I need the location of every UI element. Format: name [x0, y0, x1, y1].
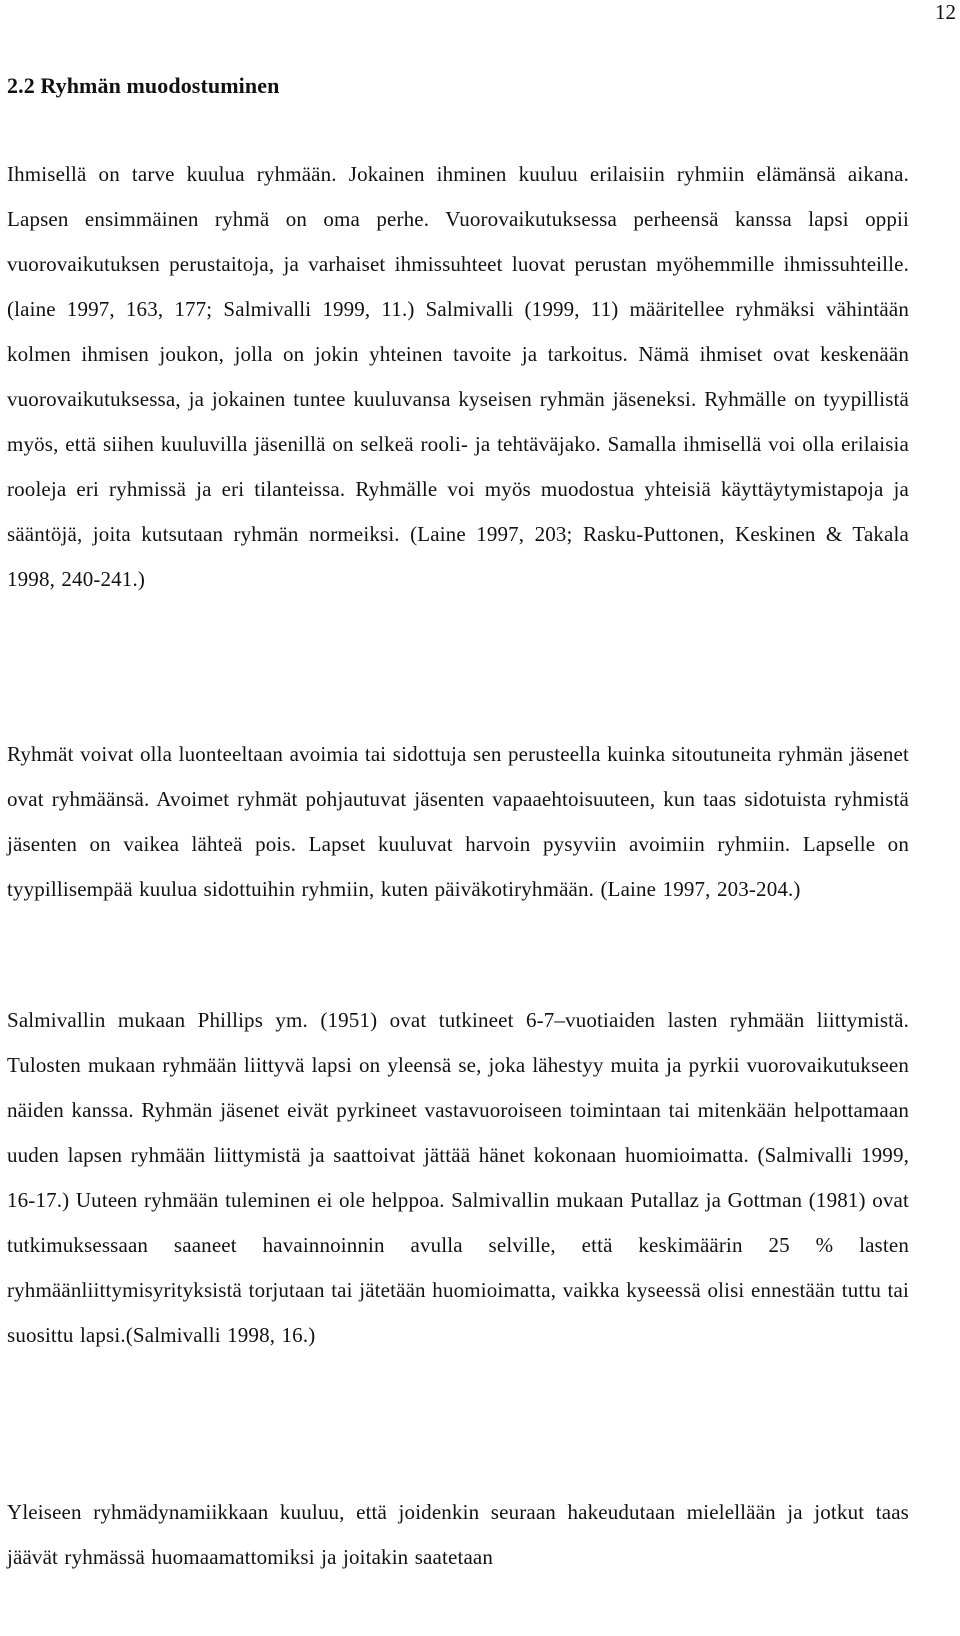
- paragraph-group-dynamics: Yleiseen ryhmädynamiikkaan kuuluu, että joidenkin seuraan hakeudutaan mielellään ja jotkut taas jäävät ryhmässä huomaamattomiksi ja joitakin saatetaan: [7, 1500, 909, 1569]
- paragraph-open-and-bound-groups: Ryhmät voivat olla luonteeltaan avoimia tai sidottuja sen perusteella kuinka sitoutuneita ryhmän jäsenet ovat ryhmäänsä. Avoimet ryhmät pohjautuvat jäsenten vapaaehtoisuuteen, kun taas sidotuista ryhmistä jäsenten on vaikea lähteä pois. Lapset kuuluvat harvoin pysyviin avoimiin ryhmiin. Lapselle on tyypillisempää kuulua sidottuihin ryhmiin, kuten päiväkotiryhmään. (Laine 1997, 203-204.): [7, 742, 909, 901]
- page-number: 12: [935, 0, 956, 24]
- paragraph-joining-groups-research: Salmivallin mukaan Phillips ym. (1951) ovat tutkineet 6-7–vuotiaiden lasten ryhmään liittymistä. Tulosten mukaan ryhmään liittyvä lapsi on yleensä se, joka lähestyy muita ja pyrkii vuorovaikutukseen näiden kanssa. Ryhmän jäsenet eivät pyrkineet vastavuoroiseen toimintaan tai mitenkään helpottamaan uuden lapsen ryhmään liittymistä ja saattoivat jättää hänet kokonaan huomioimatta. (Salmivalli 1999, 16-17.) Uuteen ryhmään tuleminen ei ole helppoa. Salmivallin mukaan Putallaz ja Gottman (1981) ovat tutkimuksessaan saaneet havainnoinnin avulla selville, että keskimäärin 25 % lasten ryhmäänliittymisyrityksistä torjutaan tai jätetään huomioimatta, vaikka kyseessä olisi ennestään tuttu tai suosittu lapsi.(Salmivalli 1998, 16.): [7, 1008, 909, 1347]
- paragraph-group-formation-intro: Ihmisellä on tarve kuulua ryhmään. Jokainen ihminen kuuluu erilaisiin ryhmiin elämänsä aikana. Lapsen ensimmäinen ryhmä on oma perhe. Vuorovaikutuksessa perheensä kanssa lapsi oppii vuorovaikutuksen perustaitoja, ja varhaiset ihmissuhteet luovat perustan myöhemmille ihmissuhteille.(laine 1997, 163, 177; Salmivalli 1999, 11.) Salmivalli (1999, 11) määritellee ryhmäksi vähintään kolmen ihmisen joukon, jolla on jokin yhteinen tavoite ja tarkoitus. Nämä ihmiset ovat keskenään vuorovaikutuksessa, ja jokainen tuntee kuuluvansa kyseisen ryhmän jäseneksi. Ryhmälle on tyypillistä myös, että siihen kuuluvilla jäsenillä on selkeä rooli- ja tehtäväjako. Samalla ihmisellä voi olla erilaisia rooleja eri ryhmissä ja eri tilanteissa. Ryhmälle voi myös muodostua yhteisiä käyttäytymistapoja ja sääntöjä, joita kutsutaan ryhmän normeiksi. (Laine 1997, 203; Rasku-Puttonen, Keskinen & Takala 1998, 240-241.): [7, 162, 909, 591]
- section-heading: 2.2 Ryhmän muodostuminen: [7, 73, 280, 98]
